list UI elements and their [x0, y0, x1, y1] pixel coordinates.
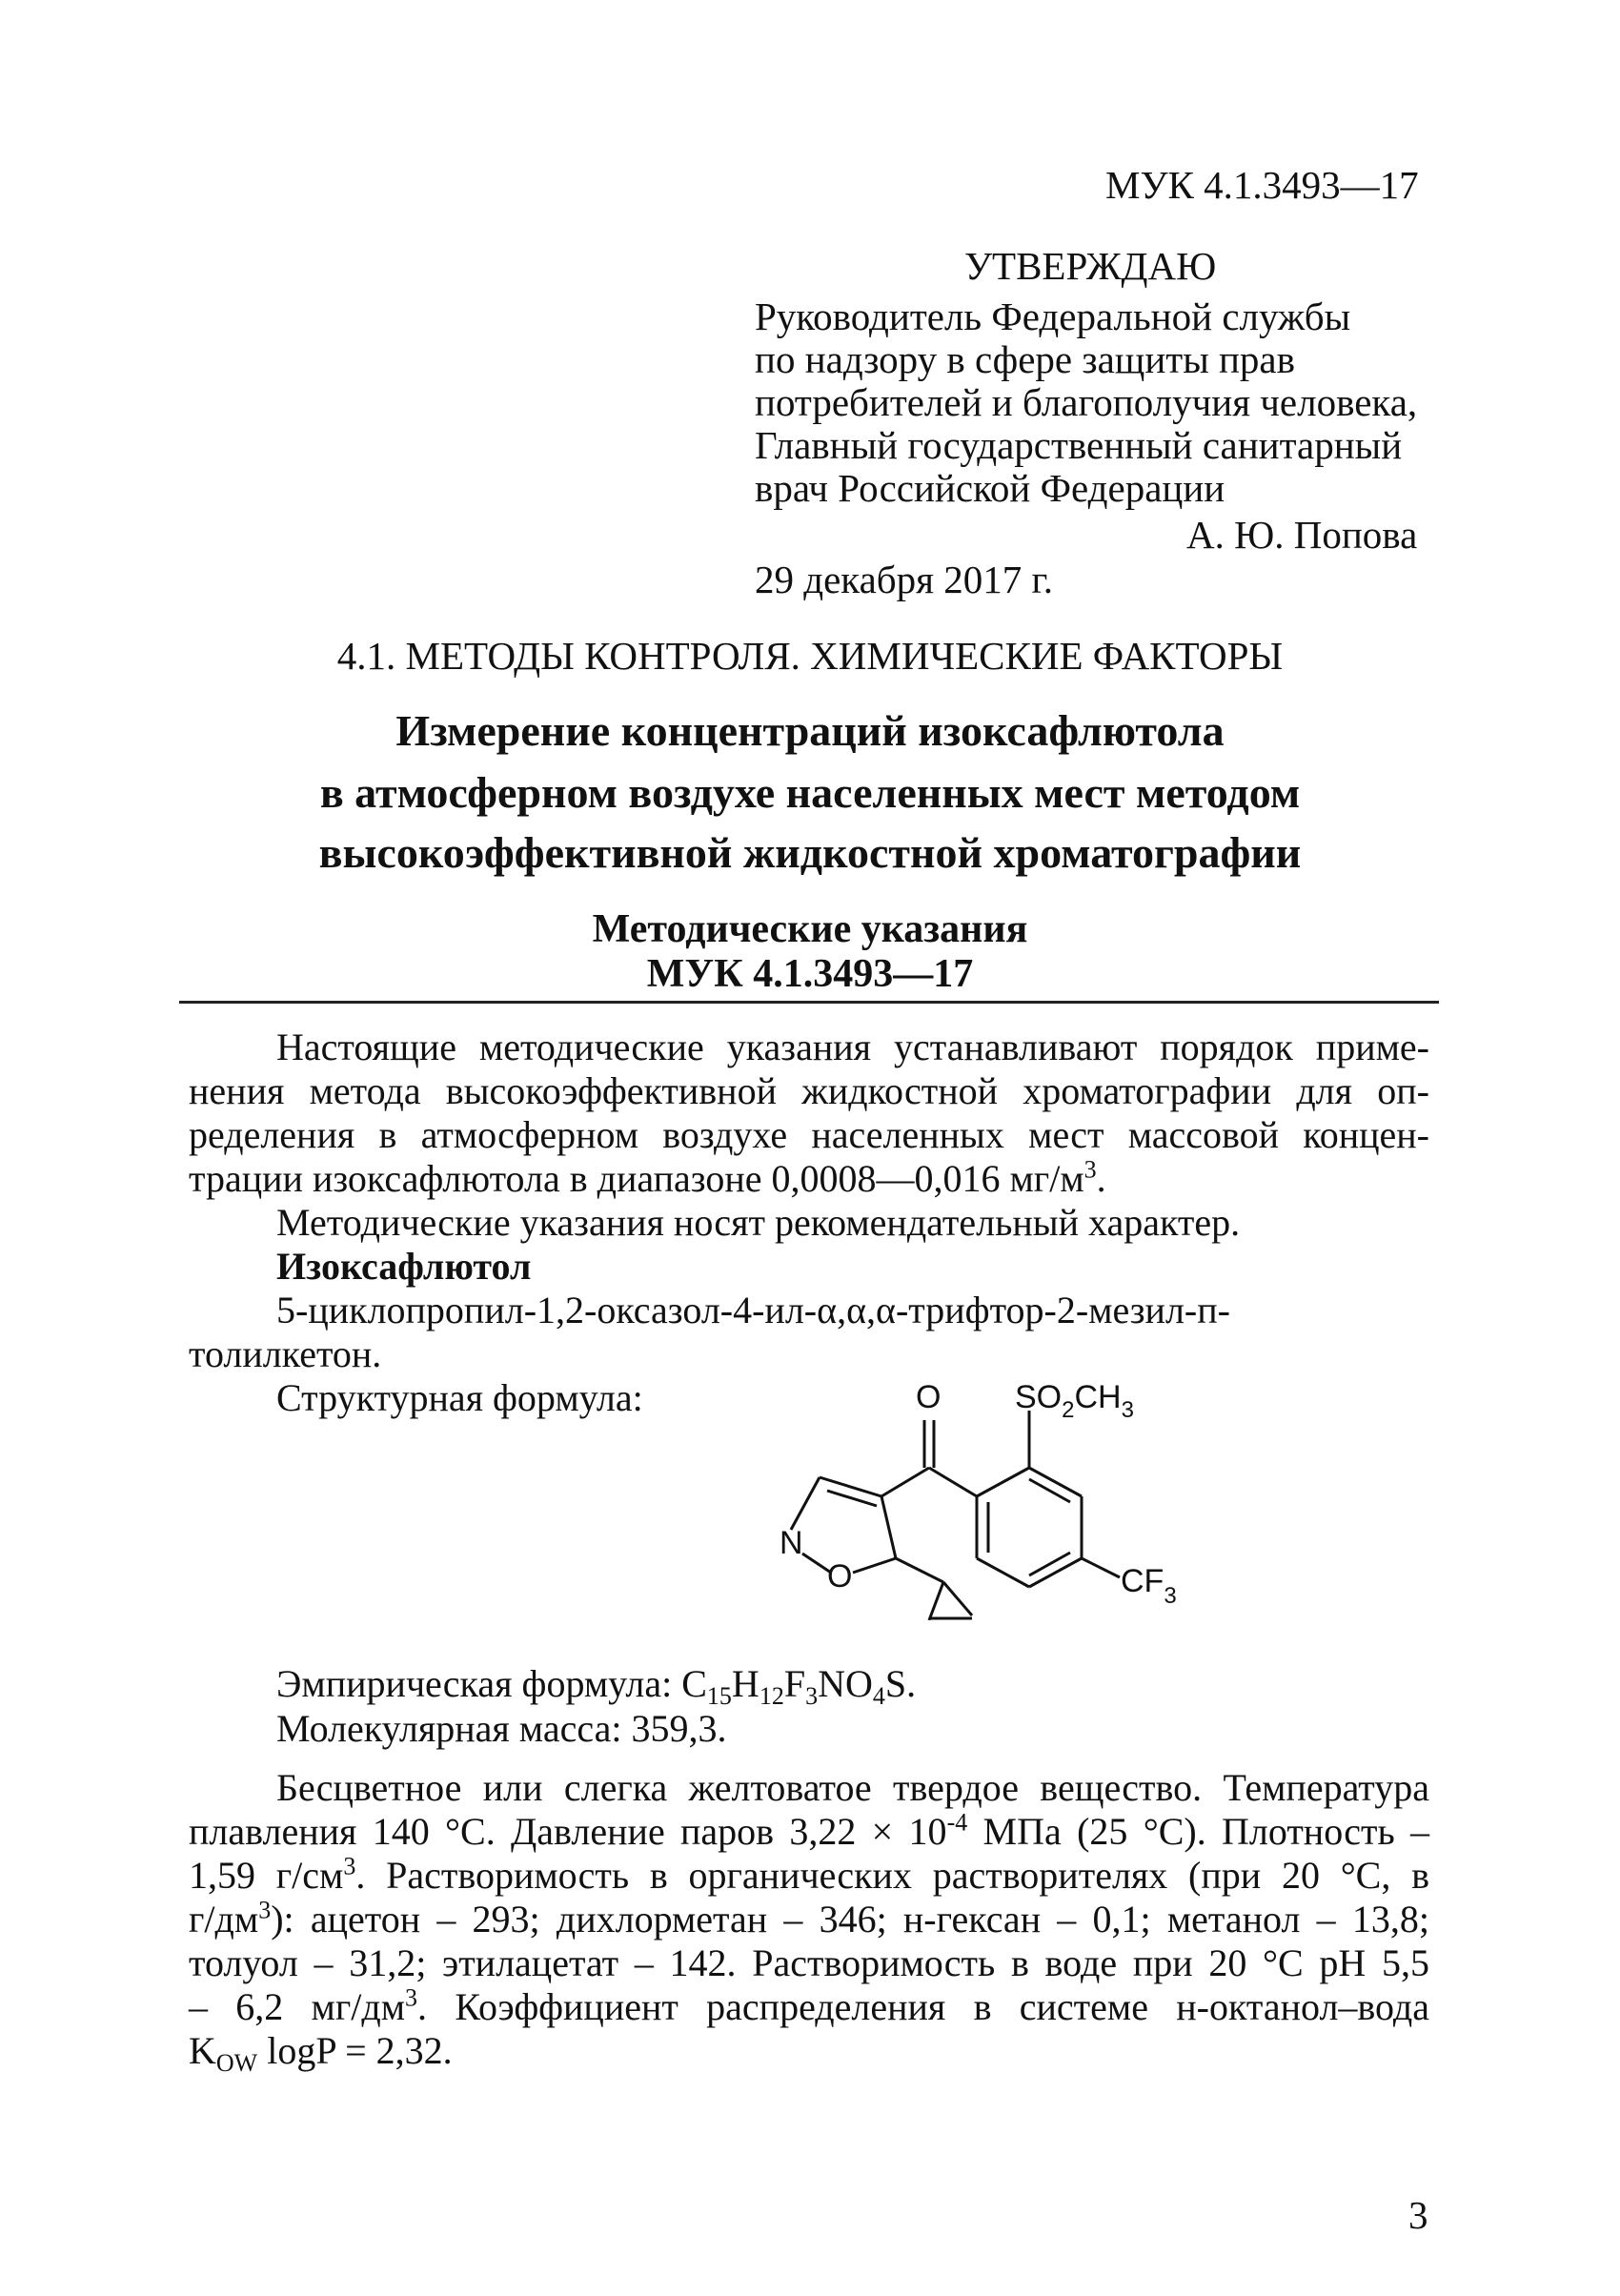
properties-line: [189, 2028, 1429, 2077]
intro-line: ределения в атмосферном воздухе населенных мест массовой концен-: [189, 1113, 1429, 1156]
document-title-line: в атмосферном воздухе населенных мест методом: [319, 768, 1301, 817]
chemical-name-line: 5-циклопропил-1,2-оксазол-4-ил-α,α,α-трифтор-2-мезил-п-: [276, 1289, 1230, 1331]
properties-line: Бесцветное или слегка желтоватое твердое вещество. Температура: [276, 1766, 1429, 1809]
intro-line: Настоящие методические указания устанавливают порядок приме-: [276, 1026, 1429, 1068]
cf-text: CF: [1121, 1563, 1164, 1599]
properties-text: г/дм: [189, 1898, 259, 1940]
substance-name: Изоксафлютол: [276, 1245, 532, 1288]
advisory-note: Методические указания носят рекомендательный характер.: [276, 1201, 1241, 1244]
approval-line: врач Российской Федерации: [755, 466, 1225, 510]
subscript: 4: [872, 1681, 885, 1710]
document-title-line: высокоэффективной жидкостной хроматографии: [318, 828, 1302, 877]
formula-part: NO: [818, 1662, 873, 1705]
approval-line: Руководитель Федеральной службы: [755, 295, 1351, 338]
properties-text: ): ацетон – 293; дихлорметан – 346; н-гексан – 0,1; метанол – 13,8;: [271, 1898, 1429, 1940]
intro-line: нения метода высокоэффективной жидкостной хроматографии для оп-: [189, 1069, 1429, 1112]
superscript: 3: [343, 1852, 356, 1880]
structural-formula-diagram: [743, 1372, 1239, 1620]
document-code-bold: МУК 4.1.3493—17: [646, 952, 974, 996]
atom-label-n: N: [780, 1525, 803, 1561]
structural-formula-label: Структурная формула:: [276, 1376, 643, 1419]
properties-text: . Растворимость в органических растворителях (при 20 °C, в: [355, 1854, 1429, 1897]
subscript: 15: [706, 1681, 732, 1710]
approval-line: по надзору в сфере защиты прав: [755, 337, 1295, 381]
approval-line: потребителей и благополучия человека,: [755, 380, 1418, 424]
section-heading: 4.1. МЕТОДЫ КОНТРОЛЯ. ХИМИЧЕСКИЕ ФАКТОРЫ: [336, 634, 1284, 678]
properties-line: толуол – 31,2; этилацетат – 142. Растворимость в воде при 20 °C pH 5,5: [189, 1941, 1429, 1984]
subscript: 3: [805, 1681, 819, 1710]
properties-line: [189, 1809, 1429, 1854]
properties-text: . Коэффициент распределения в системе н-октанол–вода: [417, 1985, 1430, 2028]
intro-last-end: .: [1096, 1157, 1106, 1200]
empirical-formula-label: Эмпирическая формула:: [276, 1662, 673, 1705]
properties-line: [189, 1853, 1429, 1898]
atom-label-cf3: [1121, 1563, 1177, 1609]
formula-part: C: [681, 1662, 707, 1705]
atom-label-o: O: [916, 1379, 942, 1415]
properties-text: K: [189, 2029, 216, 2072]
superscript: -4: [946, 1808, 968, 1837]
chemical-name-line: толилкетон.: [189, 1332, 382, 1375]
formula-part: S.: [884, 1662, 917, 1705]
properties-text: МПа (25 °C). Плотность –: [967, 1810, 1429, 1853]
subscript: 12: [759, 1681, 784, 1710]
atom-label-so2ch3: [1015, 1379, 1134, 1423]
approval-line: Главный государственный санитарный: [755, 423, 1403, 467]
approval-signer: А. Ю. Попова: [1186, 513, 1418, 557]
properties-text: 1,59 г/см: [189, 1854, 344, 1897]
atom-label-ring-o: O: [827, 1558, 853, 1595]
subscript: 2: [1062, 1397, 1075, 1423]
sulfonyl-ch-text: CH: [1074, 1379, 1122, 1415]
formula-part: F: [783, 1662, 806, 1705]
properties-line: [189, 1984, 1429, 2029]
superscript: 3: [405, 1983, 418, 2012]
sulfonyl-text: SO: [1015, 1379, 1063, 1415]
superscript: 3: [1083, 1155, 1097, 1184]
properties-text: – 6,2 мг/дм: [189, 1985, 406, 2028]
properties-line: [189, 1897, 1429, 1941]
subscript: 3: [1121, 1397, 1134, 1423]
properties-text: плавления 140 °C. Давление паров 3,22 × 10: [189, 1810, 947, 1853]
intro-line: [189, 1156, 1429, 1201]
approval-date: 29 декабря 2017 г.: [755, 558, 1053, 601]
formula-part: H: [731, 1662, 759, 1705]
document-title-line: Измерение концентраций изоксафлютола: [395, 706, 1225, 755]
subscript: OW: [215, 2048, 258, 2077]
properties-text: logP = 2,32.: [257, 2029, 453, 2072]
superscript: 3: [258, 1896, 272, 1924]
molecular-mass: Молекулярная масса: 359,3.: [276, 1707, 727, 1750]
subscript: 3: [1164, 1583, 1177, 1609]
document-code: МУК 4.1.3493—17: [1105, 163, 1419, 207]
approval-heading: УТВЕРЖДАЮ: [964, 244, 1217, 288]
intro-last-text: трации изоксафлютола в диапазоне 0,0008—0,016 мг/м: [189, 1157, 1084, 1200]
document-subtitle: Методические указания: [592, 907, 1028, 951]
divider-rule: [179, 1001, 1439, 1004]
page-number: 3: [1408, 2193, 1428, 2237]
empirical-formula: [276, 1661, 1429, 1710]
